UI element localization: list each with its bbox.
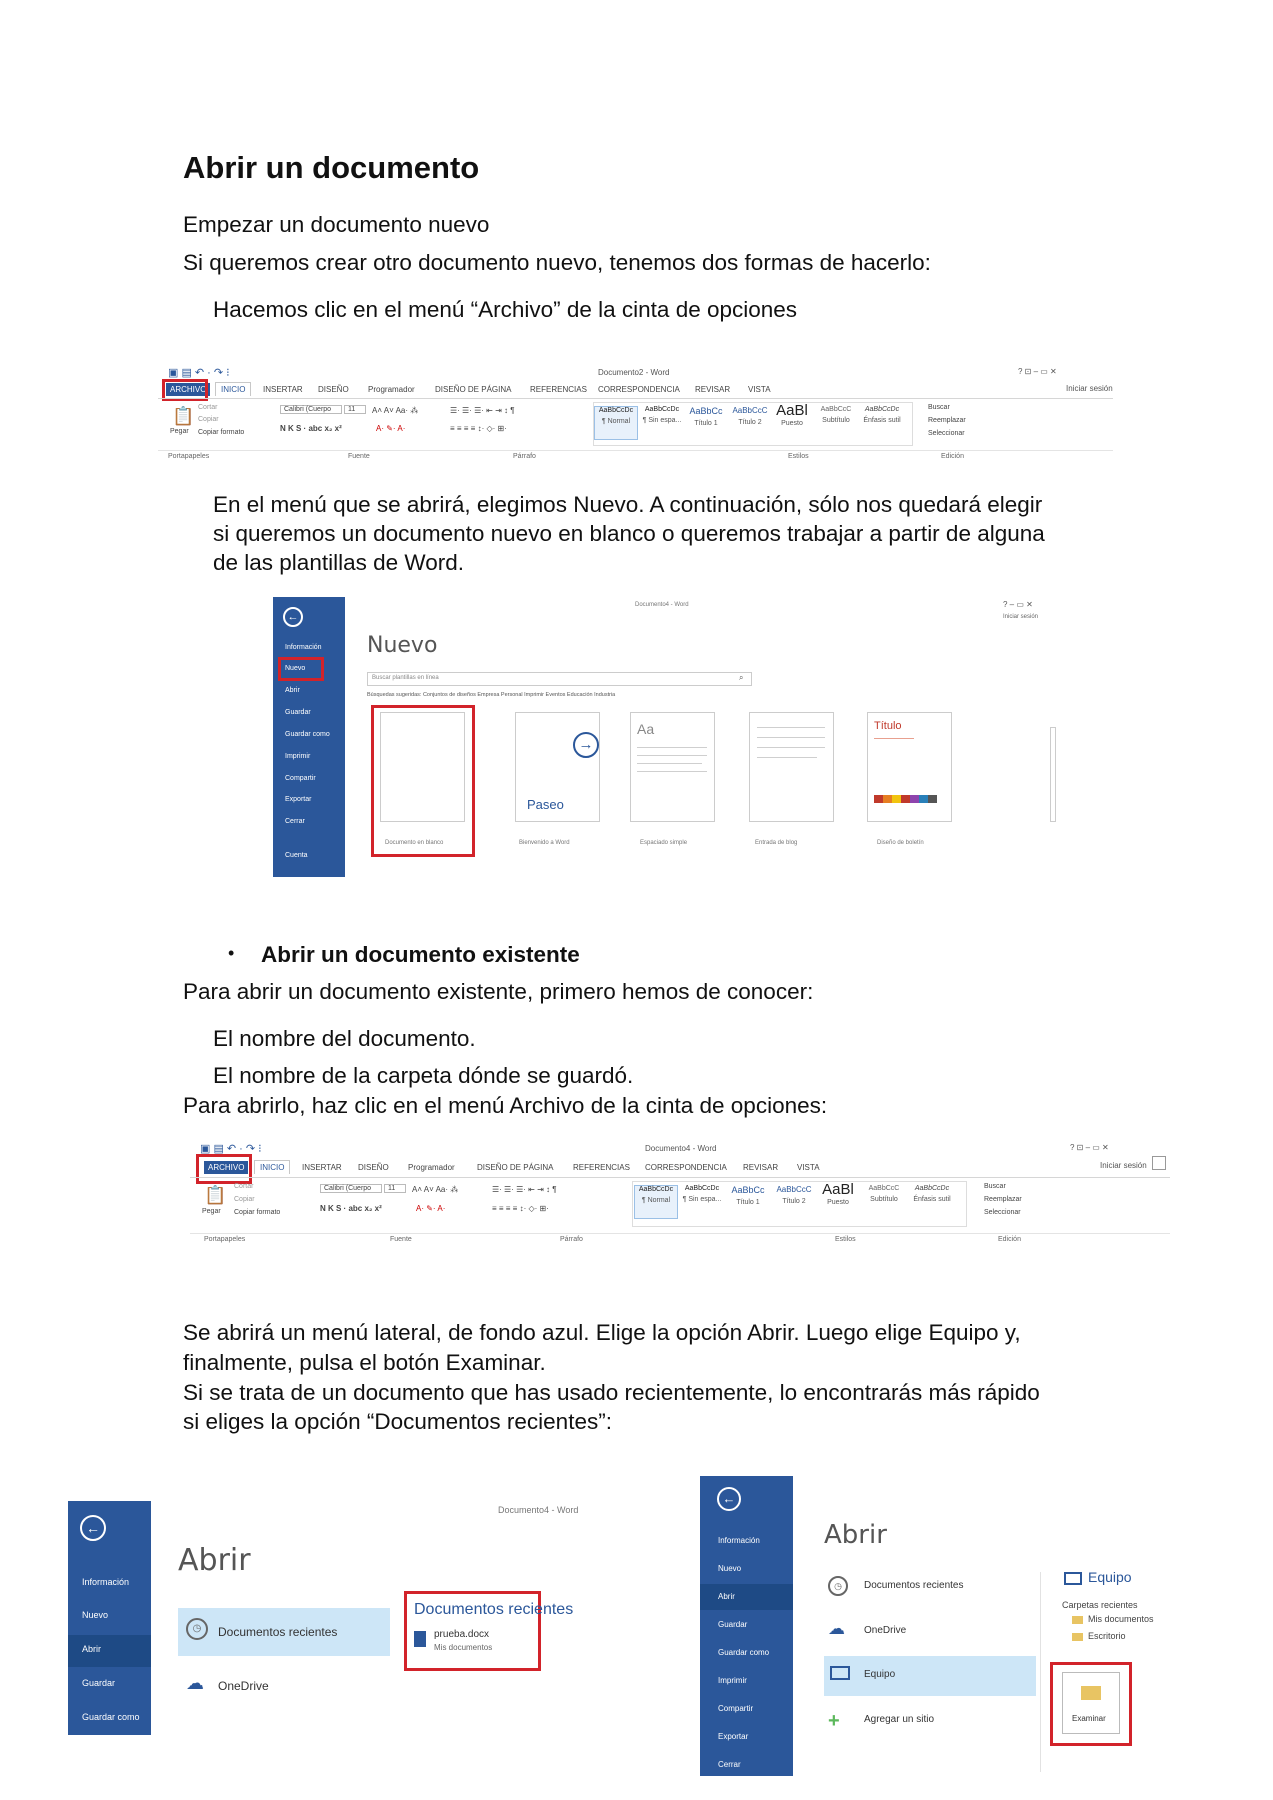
highlight-box [196,1154,252,1184]
bullet-icon: • [228,943,235,963]
font-color-icons: A· ✎· A· [416,1204,446,1213]
menu-item-guardar-como: Guardar como [718,1648,770,1657]
window-title: Documento4 - Word [645,1144,717,1153]
text-line [757,737,825,738]
window-title: Documento4 - Word [635,602,689,608]
recent-folders-label: Carpetas recientes [1062,1600,1138,1610]
column-divider [1040,1572,1041,1772]
menu-item-compartir: Compartir [718,1704,754,1713]
menu-item-abrir: Abrir [82,1644,102,1654]
paragraph: Para abrirlo, haz clic en el menú Archivo de la cinta de opciones: [183,1093,828,1118]
bullet-heading: Abrir un documento existente [261,942,580,967]
window-title: Documento2 - Word [598,368,670,377]
paragraph: de las plantillas de Word. [213,550,464,575]
text-line [757,727,825,728]
template-caption: Bienvenido a Word [519,840,570,846]
align-icons: ≡ ≡ ≡ ≡ ↕· ◇· ⊞· [450,424,507,433]
arrow-circle-icon: → [573,732,599,758]
browse-button [1062,1672,1120,1734]
tab-inicio: INICIO [254,1160,290,1174]
suggested-searches: Búsquedas sugeridas: Conjuntos de diseños Empresa Personal Imprimir Eventos Educación Industria [367,692,616,698]
paste-icon: 📋 [204,1185,227,1205]
template-caption: Diseño de boletín [877,840,924,846]
back-arrow-icon: ← [717,1487,741,1511]
list-icons: ☰· ☰· ☰· ⇤ ⇥ ↕ ¶ [492,1185,557,1194]
menu-item-guardar: Guardar [82,1678,116,1688]
clock-icon: ◷ [828,1576,848,1596]
ribbon-screenshot [190,1138,1170,1250]
highlight-box [278,657,324,681]
format-buttons: N K S · abc x₂ x² [320,1204,382,1213]
align-icons: ≡ ≡ ≡ ≡ ↕· ◇· ⊞· [492,1204,549,1213]
template-caption: Entrada de blog [755,840,798,846]
tab-archivo: ARCHIVO [204,1161,248,1174]
style-normal: AaBbCcDc ¶ Normal [634,1185,678,1219]
font-tools-icons: A˄ A˅ Aa· ⁂ [412,1185,459,1194]
copy-label: Copiar [198,416,219,423]
backstage-heading: Nuevo [367,633,438,658]
onedrive-icon: ☁ [828,1619,845,1638]
tab-insertar: INSERTAR [302,1163,342,1172]
text-line [874,738,914,739]
style-title: AaBl Puesto [822,1181,854,1206]
folder-icon [1072,1616,1083,1624]
group-parrafo: Párrafo [560,1236,583,1243]
ribbon-divider [190,1177,1170,1178]
paragraph: El nombre del documento. [213,1026,476,1051]
back-arrow-icon: ← [283,607,303,627]
menu-item-imprimir: Imprimir [285,753,311,760]
format-painter-label: Copiar formato [234,1209,281,1216]
cut-label: Cortar [234,1183,254,1190]
tab-archivo: ARCHIVO [166,383,210,396]
template-blog [749,712,834,822]
style-no-spacing: AaBbCcDc ¶ Sin espa... [682,1185,722,1203]
window-title: Documento4 - Word [498,1505,579,1515]
tab-referencias: REFERENCIAS [573,1163,630,1172]
word-file-icon [414,1631,426,1647]
aa-label: Aa [637,721,655,737]
replace-label: Reemplazar [984,1196,1022,1203]
font-name-box: Calibri (Cuerpo [320,1184,382,1193]
menu-item-guardar-como: Guardar como [285,731,330,738]
selected-item-bg [700,1584,793,1610]
group-fuente: Fuente [390,1236,412,1243]
menu-item-imprimir: Imprimir [718,1676,747,1685]
style-title: AaBl Puesto [776,402,808,427]
group-estilos: Estilos [835,1236,856,1243]
paragraph: Si queremos crear otro documento nuevo, tenemos dos formas de hacerlo: [183,250,931,275]
quick-access-icons: ▣ ▤ ↶ · ↷ ⁝ [168,367,230,379]
group-edicion: Edición [941,453,964,460]
tab-vista: VISTA [748,385,771,394]
style-heading2: AaBbCcC Título 2 [732,406,768,426]
paste-icon: 📋 [172,406,195,426]
place-add-site: Agregar un sitio [864,1714,935,1725]
text-line [757,747,825,748]
tab-inicio: INICIO [215,382,251,396]
color-strip [874,795,944,803]
abrir-screenshot-left [68,1485,613,1735]
font-size-box: 11 [344,405,366,414]
replace-label: Reemplazar [928,417,966,424]
style-heading1: AaBbCc Título 1 [731,1185,765,1206]
place-recent: Documentos recientes [218,1625,338,1639]
paragraph: Empezar un documento nuevo [183,212,490,237]
text-line [757,757,817,758]
ribbon-divider [158,398,1113,399]
text-line [637,755,707,756]
sign-in-link: Iniciar sesión [1003,614,1039,620]
style-subtle-emphasis: AaBbCcDc Énfasis sutil [863,406,901,424]
menu-item-info: Información [82,1577,130,1587]
group-divider [190,1233,1170,1234]
page-title: Abrir un documento [183,150,480,185]
style-normal: AaBbCcDc ¶ Normal [594,406,638,440]
list-icons: ☰· ☰· ☰· ⇤ ⇥ ↕ ¶ [450,406,515,415]
menu-item-exportar: Exportar [285,796,312,803]
menu-item-compartir: Compartir [285,775,316,782]
select-label: Seleccionar [984,1209,1021,1216]
folder-open-icon [1081,1686,1101,1700]
place-onedrive: OneDrive [864,1625,907,1636]
select-label: Seleccionar [928,430,965,437]
text-line [637,747,707,748]
font-name-box: Calibri (Cuerpo [280,405,342,414]
style-subtitle: AaBbCcC Subtítulo [868,1185,900,1203]
search-icon: ⌕ [739,673,744,682]
window-controls: ? ⊡ – ▭ ✕ [1018,367,1057,376]
folder-item: Mis documentos [1088,1614,1154,1624]
recent-heading: Documentos recientes [414,1601,574,1618]
style-no-spacing: AaBbCcDc ¶ Sin espa... [642,406,682,424]
sign-in-link: Iniciar sesión [1066,384,1113,393]
clock-icon: ◷ [186,1618,208,1640]
tab-referencias: REFERENCIAS [530,385,587,394]
paragraph: El nombre de la carpeta dónde se guardó. [213,1063,634,1088]
tab-revisar: REVISAR [743,1163,779,1172]
group-divider [158,450,1113,451]
folder-item: Escritorio [1088,1631,1126,1641]
avatar [1152,1156,1166,1170]
paragraph: si queremos un documento nuevo en blanco o queremos trabajar a partir de alguna [213,521,1045,546]
tab-diseno-pagina: DISEÑO DE PÁGINA [477,1163,554,1172]
menu-item-info: Información [285,644,322,651]
menu-item-guardar: Guardar [718,1620,748,1629]
font-tools-icons: A˄ A˅ Aa· ⁂ [372,406,419,415]
sign-in-link: Iniciar sesión [1100,1161,1147,1170]
tab-diseno: DISEÑO [318,385,349,394]
tab-programador: Programador [408,1163,455,1172]
tab-programador: Programador [368,385,415,394]
template-caption: Documento en blanco [385,840,444,846]
menu-item-cerrar: Cerrar [718,1760,741,1769]
tab-diseno-pagina: DISEÑO DE PÁGINA [435,385,512,394]
paragraph: Se abrirá un menú lateral, de fondo azul. Elige la opción Abrir. Luego elige Equipo y, [183,1320,1021,1345]
paragraph: finalmente, pulsa el botón Examinar. [183,1350,546,1375]
tab-insertar: INSERTAR [263,385,303,394]
backstage-heading: Abrir [824,1520,887,1550]
group-portapapeles: Portapapeles [204,1236,246,1243]
paragraph: Hacemos clic en el menú “Archivo” de la cinta de opciones [213,297,798,322]
text-line [637,771,707,772]
plus-icon: + [828,1710,840,1732]
copy-label: Copiar [234,1196,255,1203]
file-path: Mis documentos [434,1643,493,1652]
backstage-sidebar [68,1501,151,1735]
onedrive-icon: ☁ [186,1673,204,1693]
template-caption: Espaciado simple [640,840,688,846]
paragraph: si eliges la opción “Documentos recientes”: [183,1409,612,1434]
paragraph: Si se trata de un documento que has usado recientemente, lo encontrarás más rápido [183,1380,1040,1405]
cut-label: Cortar [198,404,218,411]
titulo-label: Título [874,720,902,732]
group-portapapeles: Portapapeles [168,453,210,460]
font-size-box: 11 [384,1184,406,1193]
place-equipo: Equipo [864,1669,896,1680]
menu-item-cerrar: Cerrar [285,818,305,825]
selected-place-bg [824,1656,1036,1696]
group-edicion: Edición [998,1236,1021,1243]
style-subtle-emphasis: AaBbCcDc Énfasis sutil [913,1185,951,1203]
group-fuente: Fuente [348,453,370,460]
place-onedrive: OneDrive [218,1679,269,1693]
group-estilos: Estilos [788,453,809,460]
format-painter-label: Copiar formato [198,429,245,436]
format-buttons: N K S · abc x₂ x² [280,424,342,433]
backstage-heading: Abrir [178,1543,251,1578]
paste-label: Pegar [202,1208,221,1215]
computer-icon [1064,1572,1082,1585]
abrir-screenshot-right [700,1476,1175,1776]
menu-item-nuevo: Nuevo [718,1564,742,1573]
menu-item-abrir: Abrir [718,1592,735,1601]
nuevo-screenshot [273,597,1063,877]
computer-icon [830,1666,850,1680]
paragraph: Para abrir un documento existente, primero hemos de conocer: [183,979,814,1004]
window-controls: ? ⊡ – ▭ ✕ [1070,1143,1109,1152]
menu-item-guardar-como: Guardar como [82,1712,140,1722]
folder-icon [1072,1633,1083,1641]
find-label: Buscar [984,1183,1006,1190]
file-name: prueba.docx [434,1629,490,1640]
menu-item-exportar: Exportar [718,1732,749,1741]
back-arrow-icon: ← [80,1515,106,1541]
highlight-box [371,705,475,857]
scrollbar [1050,727,1056,822]
tab-revisar: REVISAR [695,385,731,394]
selected-item-bg [68,1635,151,1667]
menu-item-abrir: Abrir [285,687,300,694]
place-recent: Documentos recientes [864,1580,964,1591]
paragraph: En el menú que se abrirá, elegimos Nuevo. A continuación, sólo nos quedará elegir [213,492,1043,517]
equipo-heading: Equipo [1088,1569,1132,1585]
quick-access-icons: ▣ ▤ ↶ · ↷ ⁝ [200,1143,262,1155]
tab-vista: VISTA [797,1163,820,1172]
menu-item-info: Información [718,1536,760,1545]
menu-item-nuevo: Nuevo [285,665,306,672]
template-search-input: Buscar plantillas en línea [367,672,752,686]
window-controls: ? – ▭ ✕ [1003,600,1033,609]
tour-label: Paseo [527,797,564,812]
tab-correspondencia: CORRESPONDENCIA [598,385,680,394]
group-parrafo: Párrafo [513,453,536,460]
tab-correspondencia: CORRESPONDENCIA [645,1163,727,1172]
find-label: Buscar [928,404,950,411]
menu-item-cuenta: Cuenta [285,852,308,859]
menu-item-nuevo: Nuevo [82,1610,109,1620]
font-color-icons: A· ✎· A· [376,424,406,433]
browse-label: Examinar [1072,1714,1106,1723]
style-heading2: AaBbCcC Título 2 [776,1185,812,1205]
tab-diseno: DISEÑO [358,1163,389,1172]
ribbon-screenshot [158,362,1113,467]
menu-item-guardar: Guardar [285,709,311,716]
style-heading1: AaBbCc Título 1 [689,406,723,427]
text-line [637,763,702,764]
style-subtitle: AaBbCcC Subtítulo [820,406,852,424]
paste-label: Pegar [170,428,189,435]
